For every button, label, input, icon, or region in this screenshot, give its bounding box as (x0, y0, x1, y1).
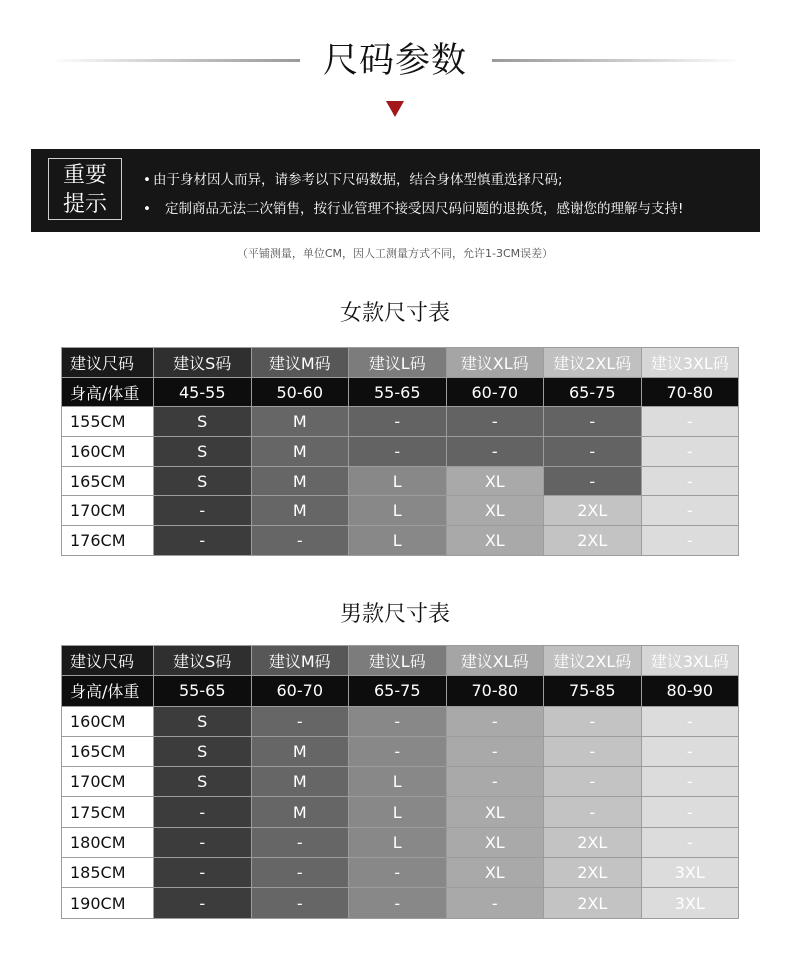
row-label-cell: 170CM (62, 496, 154, 526)
size-cell: M (251, 407, 349, 437)
size-cell: - (544, 437, 642, 467)
row-label-cell: 185CM (62, 858, 154, 888)
size-cell: - (349, 437, 447, 467)
size-cell: 80-90 (641, 676, 739, 706)
size-cell: 70-80 (641, 377, 739, 407)
size-cell: L (349, 526, 447, 556)
size-cell: - (641, 797, 739, 827)
women-table-title: 女款尺寸表 (339, 301, 450, 326)
size-cell: - (251, 526, 349, 556)
size-cell: - (446, 407, 544, 437)
size-cell: 70-80 (446, 676, 544, 706)
size-cell: 建议M码 (251, 646, 349, 676)
table-row (62, 827, 739, 857)
notice-text-2: 定制商品无法二次销售，按行业管理不接受因尺码问题的退换货，感谢您的理解与支持! (165, 201, 684, 217)
notice-text-1: 由于身材因人而异，请参考以下尺码数据，结合身体型慎重选择尺码; (153, 172, 563, 188)
size-cell: - (446, 437, 544, 467)
table-row (62, 526, 739, 556)
bullet-icon: • (143, 201, 151, 217)
size-cell: S (154, 466, 252, 496)
size-cell: XL (446, 827, 544, 857)
row-label-cell: 165CM (62, 736, 154, 766)
size-cell: M (251, 437, 349, 467)
size-cell: S (154, 736, 252, 766)
size-cell: M (251, 496, 349, 526)
size-cell: - (349, 858, 447, 888)
table-row (62, 797, 739, 827)
size-cell: XL (446, 526, 544, 556)
row-label-cell: 190CM (62, 888, 154, 918)
size-cell: - (544, 706, 642, 736)
table-weight-row (62, 676, 739, 706)
size-cell: L (349, 797, 447, 827)
size-cell: 65-75 (544, 377, 642, 407)
page-header (0, 0, 790, 130)
size-cell: 65-75 (349, 676, 447, 706)
size-cell: 3XL (641, 858, 739, 888)
size-cell: - (544, 767, 642, 797)
size-cell: - (446, 767, 544, 797)
size-cell: M (251, 797, 349, 827)
size-cell: - (154, 858, 252, 888)
size-cell: - (251, 827, 349, 857)
size-cell: - (349, 736, 447, 766)
size-cell: XL (446, 858, 544, 888)
size-cell: XL (446, 466, 544, 496)
size-cell: - (154, 496, 252, 526)
row-label-cell: 建议尺码 (62, 348, 154, 378)
size-cell: XL (446, 496, 544, 526)
size-cell: - (154, 526, 252, 556)
size-cell: 建议L码 (349, 348, 447, 378)
table-row (62, 407, 739, 437)
notice-badge-line1: 重要 (62, 163, 107, 188)
table-row (62, 466, 739, 496)
size-cell: 建议XL码 (446, 348, 544, 378)
women-size-table (61, 347, 739, 556)
size-cell: - (349, 706, 447, 736)
size-cell: 55-65 (349, 377, 447, 407)
size-cell: 2XL (544, 827, 642, 857)
size-cell: 建议2XL码 (544, 646, 642, 676)
size-cell: - (446, 736, 544, 766)
size-cell: XL (446, 797, 544, 827)
size-cell: - (641, 767, 739, 797)
size-cell: 建议L码 (349, 646, 447, 676)
row-label-cell: 165CM (62, 466, 154, 496)
table-row (62, 706, 739, 736)
size-cell: S (154, 767, 252, 797)
size-cell: 建议XL码 (446, 646, 544, 676)
size-cell: - (544, 466, 642, 496)
size-cell: L (349, 827, 447, 857)
size-cell: - (641, 437, 739, 467)
row-label-cell: 身高/体重 (62, 676, 154, 706)
size-cell: 建议S码 (154, 348, 252, 378)
size-cell: L (349, 496, 447, 526)
size-cell: L (349, 767, 447, 797)
size-cell: - (641, 706, 739, 736)
row-label-cell: 建议尺码 (62, 646, 154, 676)
size-cell: - (349, 407, 447, 437)
size-cell: 3XL (641, 888, 739, 918)
row-label-cell: 170CM (62, 767, 154, 797)
size-cell: - (251, 858, 349, 888)
row-label-cell: 160CM (62, 437, 154, 467)
table-row (62, 437, 739, 467)
size-cell: - (154, 827, 252, 857)
size-cell: - (251, 706, 349, 736)
size-cell: 60-70 (446, 377, 544, 407)
size-cell: - (641, 466, 739, 496)
size-cell: M (251, 466, 349, 496)
size-cell: 60-70 (251, 676, 349, 706)
size-cell: M (251, 736, 349, 766)
men-table-title: 男款尺寸表 (339, 602, 450, 627)
size-cell: S (154, 437, 252, 467)
triangle-down-icon (386, 101, 404, 117)
header-divider-left (50, 59, 300, 62)
table-weight-row (62, 377, 739, 407)
size-cell: - (544, 407, 642, 437)
bullet-icon: • (143, 172, 151, 188)
table-row (62, 858, 739, 888)
size-cell: 2XL (544, 858, 642, 888)
size-cell: - (641, 827, 739, 857)
size-cell: 建议3XL码 (641, 348, 739, 378)
size-cell: L (349, 466, 447, 496)
size-cell: 建议3XL码 (641, 646, 739, 676)
size-cell: 50-60 (251, 377, 349, 407)
size-cell: 建议2XL码 (544, 348, 642, 378)
size-cell: 55-65 (154, 676, 252, 706)
size-cell: 2XL (544, 888, 642, 918)
size-cell: 2XL (544, 526, 642, 556)
notice-line-1 (143, 168, 563, 188)
measurement-note: （平铺测量，单位CM，因人工测量方式不同，允许1-3CM误差） (236, 247, 554, 260)
size-cell: 75-85 (544, 676, 642, 706)
size-cell: 45-55 (154, 377, 252, 407)
size-cell: - (349, 888, 447, 918)
size-cell: - (544, 797, 642, 827)
row-label-cell: 175CM (62, 797, 154, 827)
notice-banner (31, 149, 760, 232)
size-cell: - (446, 706, 544, 736)
row-label-cell: 176CM (62, 526, 154, 556)
page-title: 尺码参数 (322, 41, 467, 81)
table-header-row (62, 348, 739, 378)
size-cell: 建议M码 (251, 348, 349, 378)
size-cell: S (154, 407, 252, 437)
table-row (62, 767, 739, 797)
row-label-cell: 身高/体重 (62, 377, 154, 407)
notice-badge-line2: 提示 (62, 192, 107, 217)
size-cell: - (641, 736, 739, 766)
table-row (62, 736, 739, 766)
size-cell: - (446, 888, 544, 918)
size-cell: - (641, 496, 739, 526)
size-cell: - (641, 407, 739, 437)
header-divider-right (492, 59, 742, 62)
size-cell: 建议S码 (154, 646, 252, 676)
size-cell: - (154, 888, 252, 918)
size-cell: S (154, 706, 252, 736)
size-cell: - (251, 888, 349, 918)
row-label-cell: 160CM (62, 706, 154, 736)
men-size-table (61, 645, 739, 919)
size-cell: - (544, 736, 642, 766)
row-label-cell: 155CM (62, 407, 154, 437)
notice-line-2 (143, 197, 683, 217)
size-cell: - (154, 797, 252, 827)
table-header-row (62, 646, 739, 676)
row-label-cell: 180CM (62, 827, 154, 857)
size-cell: M (251, 767, 349, 797)
notice-badge (48, 158, 122, 220)
size-cell: - (641, 526, 739, 556)
size-cell: 2XL (544, 496, 642, 526)
table-row (62, 496, 739, 526)
table-row (62, 888, 739, 918)
